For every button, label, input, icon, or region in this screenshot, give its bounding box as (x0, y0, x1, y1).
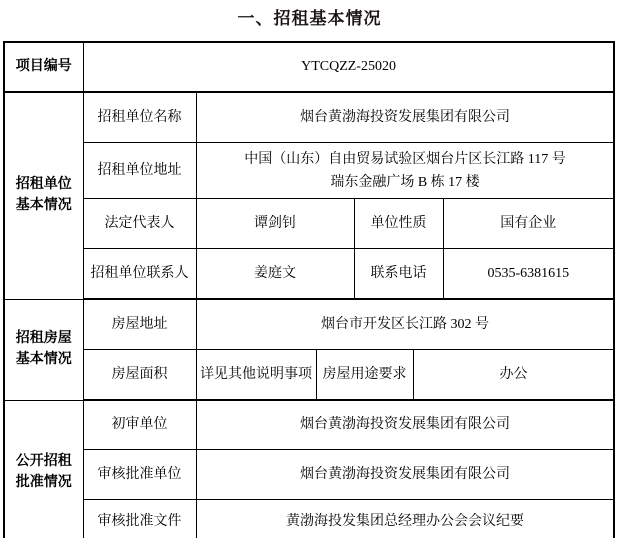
approval-section-group-cell (4, 400, 83, 538)
unit-address-value (196, 143, 614, 199)
house-usage-value: 办公 (413, 350, 614, 401)
table-row (4, 42, 614, 92)
house-area-label: 房屋面积 (83, 350, 196, 401)
project-number-value: YTCQZZ-25020 (83, 42, 614, 92)
unit-nature-label: 单位性质 (354, 199, 443, 249)
section-title: 一、招租基本情况 (237, 9, 382, 28)
table-row (4, 199, 614, 249)
house-usage-label: 房屋用途要求 (316, 350, 413, 401)
unit-contact-value: 姜庭文 (196, 249, 354, 300)
table-row (4, 450, 614, 500)
unit-name-value: 烟台黄渤海投资发展集团有限公司 (196, 92, 614, 143)
table-row (4, 92, 614, 143)
project-number-label: 项目编号 (4, 42, 83, 92)
house-address-value: 烟台市开发区长江路 302 号 (196, 299, 614, 350)
table-row (4, 299, 614, 350)
approval-doc-label: 审核批准文件 (83, 500, 196, 538)
table-row (4, 350, 614, 401)
initial-review-value: 烟台黄渤海投资发展集团有限公司 (196, 400, 614, 450)
approval-doc-value: 黄渤海投发集团总经理办公会会议纪要 (196, 500, 614, 538)
table-row (4, 400, 614, 450)
house-section-group-label: 招租房屋基本情况 (15, 331, 72, 367)
unit-section-group-cell (4, 92, 83, 299)
approval-section-group-label: 公开招租批准情况 (15, 453, 72, 490)
contact-phone-value: 0535-6381615 (443, 249, 614, 300)
legal-rep-label: 法定代表人 (83, 199, 196, 249)
lease-info-table (3, 41, 615, 538)
house-section-group-cell (4, 299, 83, 400)
house-area-value: 详见其他说明事项 (196, 350, 316, 401)
table-row (4, 249, 614, 300)
unit-name-label: 招租单位名称 (83, 92, 196, 143)
unit-nature-value: 国有企业 (443, 199, 614, 249)
contact-phone-label: 联系电话 (354, 249, 443, 300)
legal-rep-value: 谭剑钊 (196, 199, 354, 249)
unit-address-line2: 瑞东金融广场 B 栋 17 楼 (330, 174, 480, 190)
unit-address-line1: 中国（山东）自由贸易试验区烟台片区长江路 117 号 (244, 151, 566, 167)
table-row (4, 143, 614, 199)
unit-section-group-label: 招租单位基本情况 (15, 177, 72, 214)
house-address-label: 房屋地址 (83, 299, 196, 350)
table-row (4, 500, 614, 538)
approval-unit-label: 审核批准单位 (83, 450, 196, 500)
initial-review-label: 初审单位 (83, 400, 196, 450)
unit-address-label: 招租单位地址 (83, 143, 196, 199)
unit-contact-label: 招租单位联系人 (83, 249, 196, 300)
approval-unit-value: 烟台黄渤海投资发展集团有限公司 (196, 450, 614, 500)
